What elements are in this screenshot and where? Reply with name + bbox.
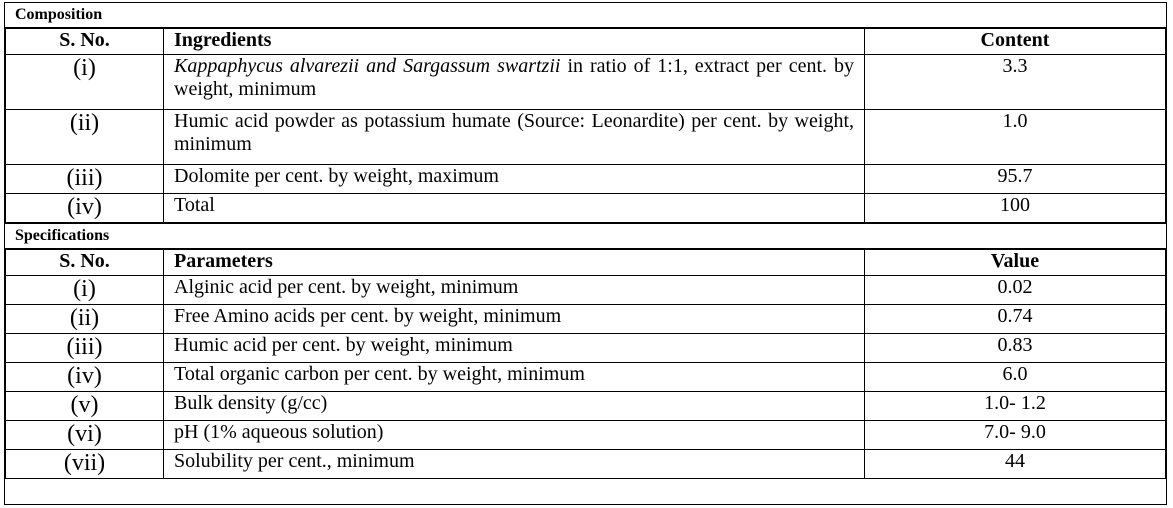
table-row xyxy=(6,392,1166,421)
row-value: 1.0- 1.2 xyxy=(865,392,1166,421)
row-value: 7.0- 9.0 xyxy=(865,421,1166,450)
ingredient-text: in ratio of 1:1, extract per cent. by weight, minimum xyxy=(174,55,854,100)
row-sno: (vii) xyxy=(6,450,164,479)
row-parameter: Total organic carbon per cent. by weight, minimum xyxy=(164,363,865,392)
row-sno: (v) xyxy=(6,392,164,421)
composition-table xyxy=(5,28,1166,223)
content-header: Content xyxy=(865,29,1166,55)
row-value: 0.74 xyxy=(865,305,1166,334)
row-sno: (iii) xyxy=(6,165,164,194)
row-content: 100 xyxy=(865,194,1166,223)
row-sno: (iv) xyxy=(6,363,164,392)
specifications-title: Specifications xyxy=(5,223,1166,249)
row-content: 1.0 xyxy=(865,110,1166,165)
row-content: 95.7 xyxy=(865,165,1166,194)
row-parameter: Bulk density (g/cc) xyxy=(164,392,865,421)
row-parameter: Solubility per cent., minimum xyxy=(164,450,865,479)
row-sno: (iv) xyxy=(6,194,164,223)
row-value: 6.0 xyxy=(865,363,1166,392)
species-name: Kappaphycus alvarezii and Sargassum swartzii xyxy=(174,55,561,77)
table-row xyxy=(6,305,1166,334)
row-value: 0.83 xyxy=(865,334,1166,363)
row-value: 44 xyxy=(865,450,1166,479)
value-header: Value xyxy=(865,250,1166,276)
table-row xyxy=(6,421,1166,450)
ingredients-header: Ingredients xyxy=(164,29,865,55)
table-row xyxy=(6,194,1166,223)
row-parameter: Free Amino acids per cent. by weight, minimum xyxy=(164,305,865,334)
row-ingredient: Humic acid powder as potassium humate (Source: Leonardite) per cent. by weight, minimum xyxy=(164,110,865,165)
table-row xyxy=(6,450,1166,479)
table-row xyxy=(6,55,1166,110)
row-sno: (ii) xyxy=(6,305,164,334)
table-row xyxy=(6,363,1166,392)
table-row xyxy=(6,165,1166,194)
row-sno: (i) xyxy=(6,276,164,305)
row-sno: (ii) xyxy=(6,110,164,165)
row-sno: (vi) xyxy=(6,421,164,450)
document-table xyxy=(4,2,1167,505)
row-ingredient xyxy=(164,55,865,110)
table-row xyxy=(6,276,1166,305)
row-ingredient: Total xyxy=(164,194,865,223)
sno-header: S. No. xyxy=(6,250,164,276)
row-value: 0.02 xyxy=(865,276,1166,305)
row-parameter: pH (1% aqueous solution) xyxy=(164,421,865,450)
parameters-header: Parameters xyxy=(164,250,865,276)
row-parameter: Alginic acid per cent. by weight, minimum xyxy=(164,276,865,305)
composition-title: Composition xyxy=(5,3,1166,28)
table-row xyxy=(6,334,1166,363)
specifications-table xyxy=(5,249,1166,479)
table-row xyxy=(6,110,1166,165)
composition-header-row xyxy=(6,29,1166,55)
row-ingredient: Dolomite per cent. by weight, maximum xyxy=(164,165,865,194)
specifications-header-row xyxy=(6,250,1166,276)
row-content: 3.3 xyxy=(865,55,1166,110)
row-parameter: Humic acid per cent. by weight, minimum xyxy=(164,334,865,363)
row-sno: (i) xyxy=(6,55,164,110)
row-sno: (iii) xyxy=(6,334,164,363)
sno-header: S. No. xyxy=(6,29,164,55)
